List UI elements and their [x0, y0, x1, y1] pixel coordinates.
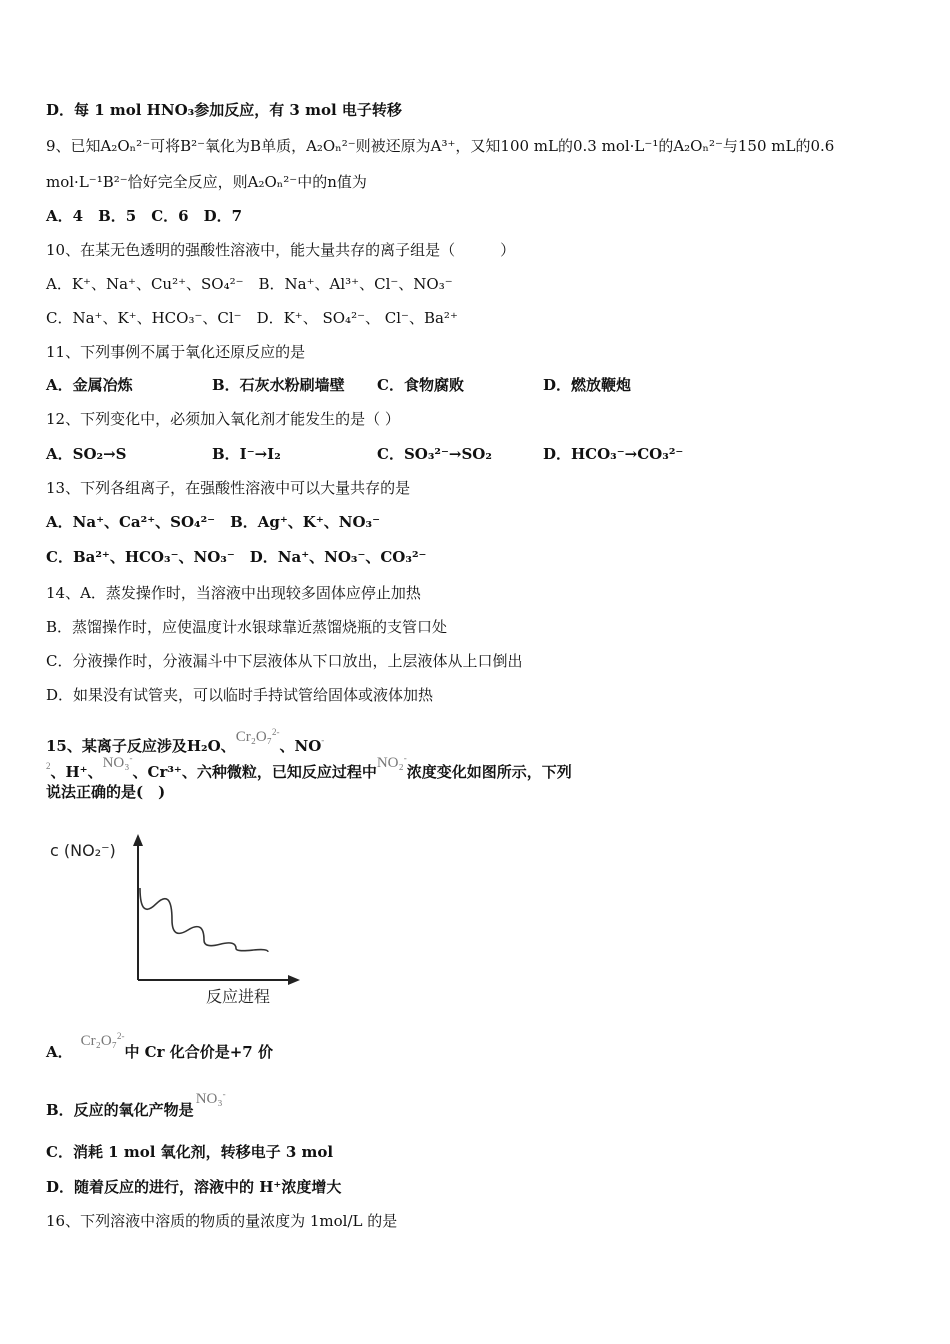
- q14-option-a: 14、A．蒸发操作时，当溶液中出现较多固体应停止加热: [46, 584, 421, 602]
- q15-option-d: D．随着反应的进行，溶液中的 H⁺浓度增大: [46, 1178, 342, 1196]
- q15-stem-part3: 、H⁺、: [50, 763, 103, 781]
- q11-option-c: C．食物腐败: [377, 376, 464, 394]
- q13-options-cd: C．Ba²⁺、HCO₃⁻、NO₃⁻ D．Na⁺、NO₃⁻、CO₃²⁻: [46, 548, 427, 566]
- no2-charge-formula: - 2: [46, 735, 325, 771]
- q11-option-b: B．石灰水粉刷墙壁: [212, 376, 345, 394]
- q12-option-b: B．I⁻→I₂: [212, 445, 281, 463]
- q15-option-b: [46, 1089, 226, 1121]
- no2-formula: NO₂-: [376, 753, 407, 771]
- q12-option-d: D．HCO₃⁻→CO₃²⁻: [543, 445, 684, 463]
- concentration-curve: [140, 888, 268, 952]
- no3-formula: NO₃-: [102, 753, 133, 771]
- q14-option-d: D．如果没有试管夹，可以临时手持试管给固体或液体加热: [46, 686, 434, 704]
- q13-options-ab: A．Na⁺、Ca²⁺、SO₄²⁻ B．Ag⁺、K⁺、NO₃⁻: [46, 513, 381, 531]
- cr2o7-formula: Cr₂O₇$^{2-}$: [235, 727, 280, 745]
- q16-stem: 16、下列溶液中溶质的物质的量浓度为 1mol/L 的是: [46, 1212, 398, 1230]
- q11-option-a: A．金属冶炼: [46, 376, 133, 394]
- q15-option-c: C．消耗 1 mol 氧化剂，转移电子 3 mol: [46, 1143, 334, 1161]
- q9-stem-line1: 9、已知A₂Oₙ²⁻可将B²⁻氧化为B单质，A₂Oₙ²⁻则被还原为A³⁺，又知100 mL的0.3 mol·L⁻¹的A₂Oₙ²⁻与150 mL的0.6: [46, 137, 835, 155]
- q14-option-b: B．蒸馏操作时，应使温度计水银球靠近蒸馏烧瓶的支管口处: [46, 618, 448, 636]
- cr2o7-formula-a: Cr₂O₇$^{2-}$: [80, 1031, 125, 1049]
- q10-options-cd: C．Na⁺、K⁺、HCO₃⁻、Cl⁻ D．K⁺、 SO₄²⁻、 Cl⁻、Ba²⁺: [46, 309, 458, 327]
- q15-stem-part5: 浓度变化如图所示，下列: [406, 763, 572, 781]
- chart-ylabel: c (NO₂⁻): [50, 841, 116, 860]
- no3-formula-b: NO₃-: [195, 1089, 226, 1107]
- q9-options: A．4 B．5 C．6 D．7: [46, 207, 243, 225]
- q10-stem: 10、在某无色透明的强酸性溶液中，能大量共存的离子组是（ ）: [46, 241, 516, 259]
- q14-option-c: C．分液操作时，分液漏斗中下层液体从下口放出，上层液体从上口倒出: [46, 652, 523, 670]
- x-axis-arrow: [288, 975, 300, 985]
- q13-stem: 13、下列各组离子，在强酸性溶液中可以大量共存的是: [46, 479, 411, 497]
- q15-option-b-text: B．反应的氧化产物是: [46, 1101, 194, 1119]
- q15-stem-part2: 、NO: [279, 737, 322, 755]
- q9-stem-line2: mol·L⁻¹B²⁻恰好完全反应，则A₂Oₙ²⁻中的n值为: [46, 173, 367, 191]
- q12-stem: 12、下列变化中，必须加入氧化剂才能发生的是（ ）: [46, 410, 400, 428]
- q15-option-a-text: 中 Cr 化合价是+7 价: [124, 1043, 273, 1061]
- q11-option-d: D．燃放鞭炮: [543, 376, 632, 394]
- q15-option-a: [46, 1031, 273, 1063]
- no2-concentration-chart: [46, 832, 316, 1012]
- y-axis-arrow: [133, 834, 143, 846]
- q15-stem-line1: [46, 727, 572, 784]
- q15-stem-line2: 说法正确的是( ): [46, 783, 166, 801]
- q8-option-d: D．每 1 mol HNO₃参加反应，有 3 mol 电子转移: [46, 101, 402, 119]
- q10-options-ab: A．K⁺、Na⁺、Cu²⁺、SO₄²⁻ B．Na⁺、Al³⁺、Cl⁻、NO₃⁻: [46, 275, 453, 293]
- q15-stem-part1: 15、某离子反应涉及H₂O、: [46, 737, 236, 755]
- q12-option-c: C．SO₃²⁻→SO₂: [377, 445, 492, 463]
- q11-stem: 11、下列事例不属于氧化还原反应的是: [46, 343, 306, 361]
- q12-option-a: A．SO₂→S: [46, 445, 127, 463]
- q15-stem-part4: 、Cr³⁺、六种微粒，已知反应过程中: [132, 763, 377, 781]
- q15-option-a-label: A．: [46, 1043, 73, 1061]
- chart-xlabel: 反应进程: [206, 987, 271, 1006]
